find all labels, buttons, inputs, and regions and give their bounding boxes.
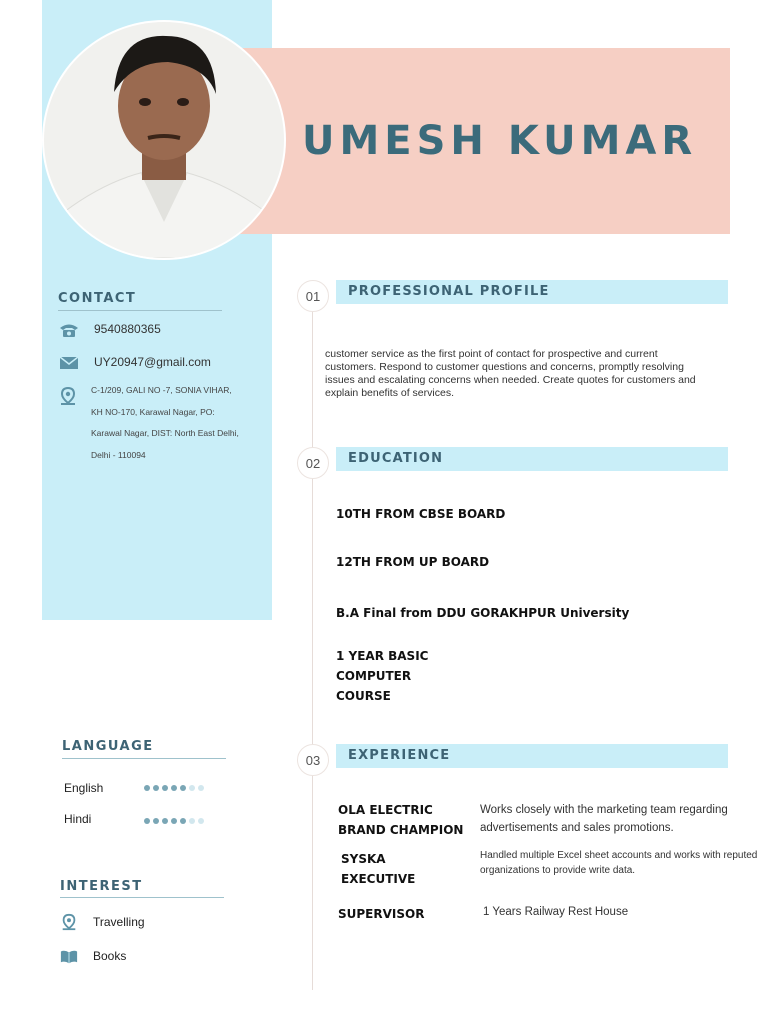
interest-heading: INTEREST <box>60 879 143 894</box>
experience-heading-bar <box>336 744 728 768</box>
interest-label: Books <box>93 949 127 963</box>
education-item: 12TH FROM UP BOARD <box>336 555 490 569</box>
profile-heading: PROFESSIONAL PROFILE <box>348 284 550 299</box>
address-line: KH NO-170, Karawal Nagar, PO: <box>91 406 215 417</box>
phone-number: 9540880365 <box>94 322 161 336</box>
level-dot <box>153 785 159 791</box>
level-dot <box>189 818 195 824</box>
address-line: Karawal Nagar, DIST: North East Delhi, <box>91 428 239 438</box>
level-dot <box>180 785 186 791</box>
level-dot <box>198 785 204 791</box>
education-item: 10TH FROM CBSE BOARD <box>336 507 506 521</box>
contact-heading: CONTACT <box>58 291 137 306</box>
section-number-profile: 01 <box>297 280 329 312</box>
postal-address <box>91 380 261 466</box>
book-icon <box>60 947 78 965</box>
experience-heading: EXPERIENCE <box>348 748 451 763</box>
language-divider <box>62 758 226 759</box>
interest-label: Travelling <box>93 915 145 929</box>
phone-row <box>58 322 161 338</box>
section-number-education: 02 <box>297 447 329 479</box>
experience-description: Handled multiple Excel sheet accounts and works with reputed organizations to provide write data. <box>480 850 758 876</box>
level-dot <box>198 818 204 824</box>
education-heading-bar <box>336 447 728 471</box>
experience-description: 1 Years Railway Rest House <box>483 906 629 918</box>
interest-item <box>60 913 145 931</box>
experience-title-line: SUPERVISOR <box>338 907 425 921</box>
language-level-hindi <box>144 818 204 824</box>
profile-photo <box>44 22 284 258</box>
experience-title <box>341 849 415 889</box>
experience-title <box>338 800 463 840</box>
timeline-line <box>312 296 313 990</box>
interest-divider <box>60 897 224 898</box>
level-dot <box>171 818 177 824</box>
location-pin-icon <box>60 913 78 931</box>
level-dot <box>180 818 186 824</box>
email-row <box>58 355 211 371</box>
level-dot <box>153 818 159 824</box>
language-hindi: Hindi <box>64 812 92 826</box>
level-dot <box>171 785 177 791</box>
candidate-name: UMESH KUMAR <box>302 118 698 164</box>
language-level-english <box>144 785 204 791</box>
interest-item <box>60 947 126 965</box>
experience-description: Works closely with the marketing team regarding advertisements and sales promotions. <box>480 804 728 834</box>
address-line: Delhi - 110094 <box>91 449 146 460</box>
level-dot <box>162 785 168 791</box>
section-number-experience: 03 <box>297 744 329 776</box>
education-heading: EDUCATION <box>348 451 444 466</box>
phone-icon <box>58 322 80 338</box>
education-item: 1 YEAR BASIC COMPUTER COURSE <box>336 649 429 703</box>
email-address[interactable]: UY20947@gmail.com <box>94 355 211 369</box>
experience-title <box>338 904 424 924</box>
level-dot <box>144 785 150 791</box>
profile-heading-bar <box>336 280 728 304</box>
profile-text: customer service as the first point of contact for prospective and current customers. Respond to customer questions and concerns, promptly resolving issues and escalating concerns when needed. Create quotes for customers and explain benefits of services. <box>325 348 696 399</box>
experience-title-line: SYSKA <box>341 852 386 866</box>
location-icon <box>58 386 78 406</box>
level-dot <box>144 818 150 824</box>
experience-title-line: BRAND CHAMPION <box>338 823 464 837</box>
level-dot <box>189 785 195 791</box>
language-heading: LANGUAGE <box>62 739 154 754</box>
experience-title-line: OLA ELECTRIC <box>338 803 433 817</box>
level-dot <box>162 818 168 824</box>
address-line: C-1/209, GALI NO -7, SONIA VIHAR, <box>91 385 232 395</box>
mail-icon <box>58 355 80 371</box>
language-english: English <box>64 781 104 795</box>
education-item: B.A Final from DDU GORAKHPUR University <box>336 606 630 620</box>
contact-divider <box>58 310 222 311</box>
experience-title-line: EXECUTIVE <box>341 872 416 886</box>
